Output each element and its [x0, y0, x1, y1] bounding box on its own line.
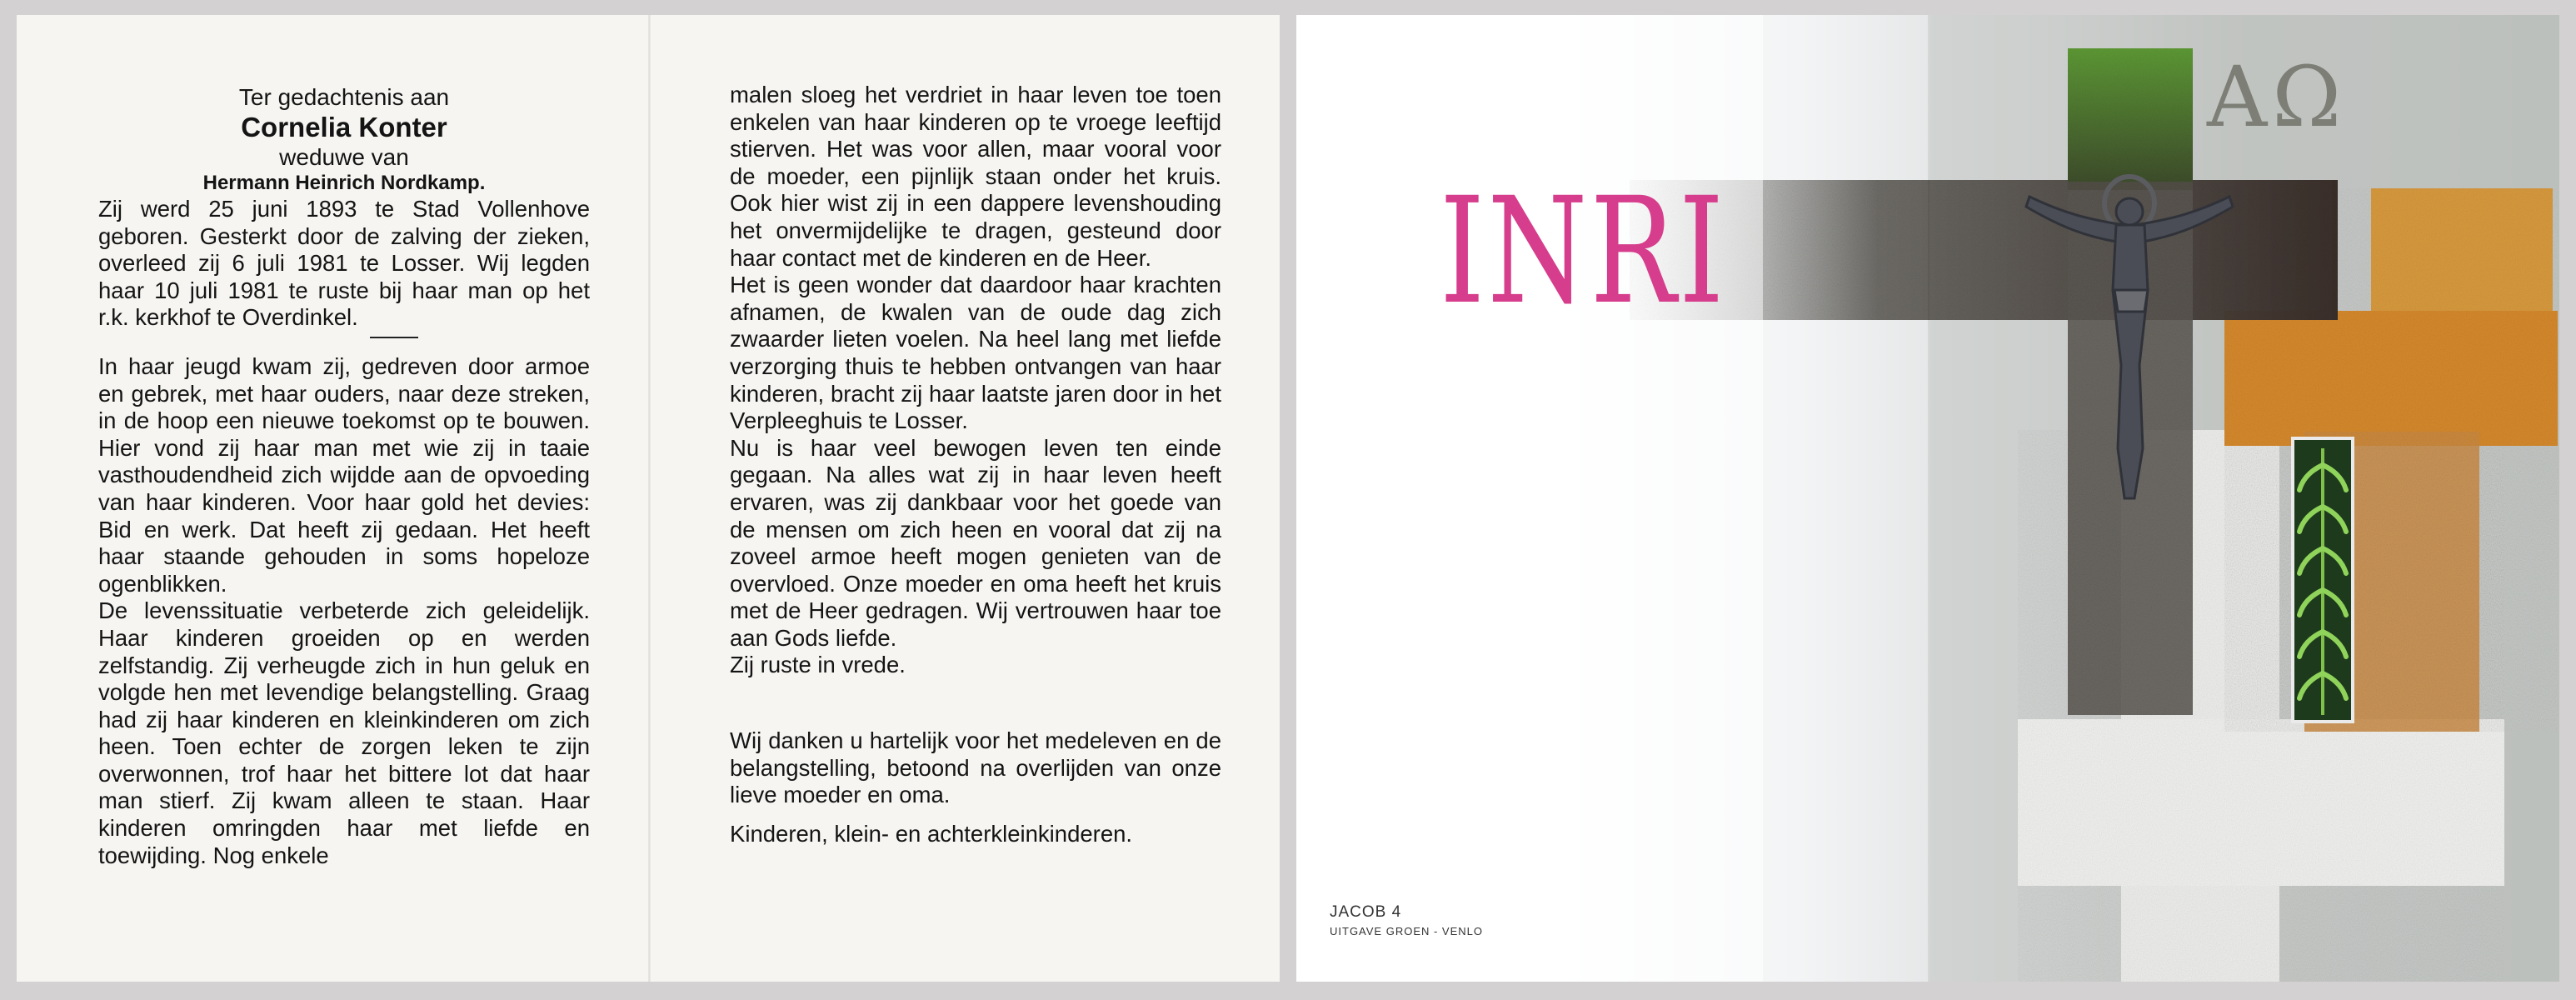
- card-fold-line: [648, 15, 651, 982]
- thanks-paragraph: Wij danken u hartelijk voor het medeleven en de belangstelling, betoond na overlijden van onze lieve moeder en oma.: [730, 728, 1221, 808]
- card-fold-line: [1928, 15, 1930, 982]
- right-text-column: [730, 82, 1221, 848]
- divider-line: [370, 337, 418, 338]
- biography-paragraph-4: malen sloeg het verdriet in haar leven toe toen enkelen van haar kinderen op te vroege leeftijd stierven. Het was voor allen, maar vooral voor de moeder, een pijnlijk staan onder het kruis. Ook hier wist zij in een dappere levenshouding het onvermijdelijke te dragen, gesteund door haar contact met de kinderen en de Heer.: [730, 82, 1221, 271]
- memorial-heading: [98, 83, 590, 196]
- biography-paragraph-5: Het is geen wonder dat daardoor haar krachten afnamen, de kwalen van de oude dag zich zwaarder lieten voelen. Na heel lang met liefde verzorging thuis te hebben ontvangen van haar kinderen, bracht zij haar laatste jaren door in het Verpleeghuis te Losser.: [730, 272, 1221, 434]
- biography-paragraph-6: Nu is haar veel bewogen leven ten einde gegaan. Na alles wat zij in haar leven heeft ervaren, was zij dankbaar voor het goede van de mensen om zich heen en vooral dat zij na zoveel armoe heeft mogen genieten van de overvloed. Onze moeder en oma heeft het kruis met de Heer gedragen. Wij vertrouwen haar toe aan Gods liefde.: [730, 434, 1221, 651]
- biography-paragraph-1: Zij werd 25 juni 1893 te Stad Vollenhove geboren. Gesterkt door de zalving der zieken, overleed zij 6 juli 1981 te Losser. Wij legden haar 10 juli 1981 te ruste bij haar man op het r.k. kerkhof te Overdinkel.: [98, 196, 590, 331]
- publisher-name: UITGAVE GROEN - VENLO: [1330, 925, 1484, 938]
- memorial-card-text-side: [17, 15, 1280, 982]
- memorial-card-art-side: [1296, 15, 2559, 982]
- husband-name: Hermann Heinrich Nordkamp.: [202, 172, 486, 194]
- publisher-series: JACOB 4: [1330, 903, 1402, 921]
- left-text-column: [98, 15, 590, 869]
- deceased-name: Cornelia Konter: [241, 112, 447, 142]
- biography-paragraph-3: De levenssituatie verbeterde zich geleidelijk. Haar kinderen groeiden op en werden zelfstandig. Zij verheugde zich in hun geluk en volgde hen met levendige belangstelling. Graag had zij haar kinderen en kleinkinderen om zich heen. Toen echter de zorgen leken te zijn overwonnen, trof haar het bittere lot dat haar man stierf. Zij kwam alleen te staan. Haar kinderen omringden haar met liefde en toewijding. Nog enkele: [98, 598, 590, 868]
- alpha-omega-symbol: AΩ: [2207, 48, 2347, 146]
- white-veil: [1296, 15, 1763, 982]
- family-signature: Kinderen, klein- en achterkleinkinderen.: [730, 820, 1133, 847]
- widow-of-label: weduwe van: [279, 144, 409, 170]
- biography-paragraph-2: In haar jeugd kwam zij, gedreven door armoe en gebrek, met haar ouders, naar deze streken, in de hoop een nieuwe toekomst op te bouwen. Hier vond zij haar man met wie zij in taaie vasthoudendheid zich wijdde aan de opvoeding van haar kinderen. Voor haar gold het devies: Bid en werk. Dat heeft zij gedaan. Het heeft haar staande gehouden in soms hopeloze ogenblikken.: [98, 352, 590, 597]
- closing-line: Zij ruste in vrede.: [730, 652, 906, 678]
- heading-intro: Ter gedachtenis aan: [238, 84, 450, 110]
- inri-inscription: INRI: [1440, 166, 1727, 337]
- palm-branch-icon: [2293, 438, 2353, 722]
- publisher-imprint: [1330, 903, 1483, 938]
